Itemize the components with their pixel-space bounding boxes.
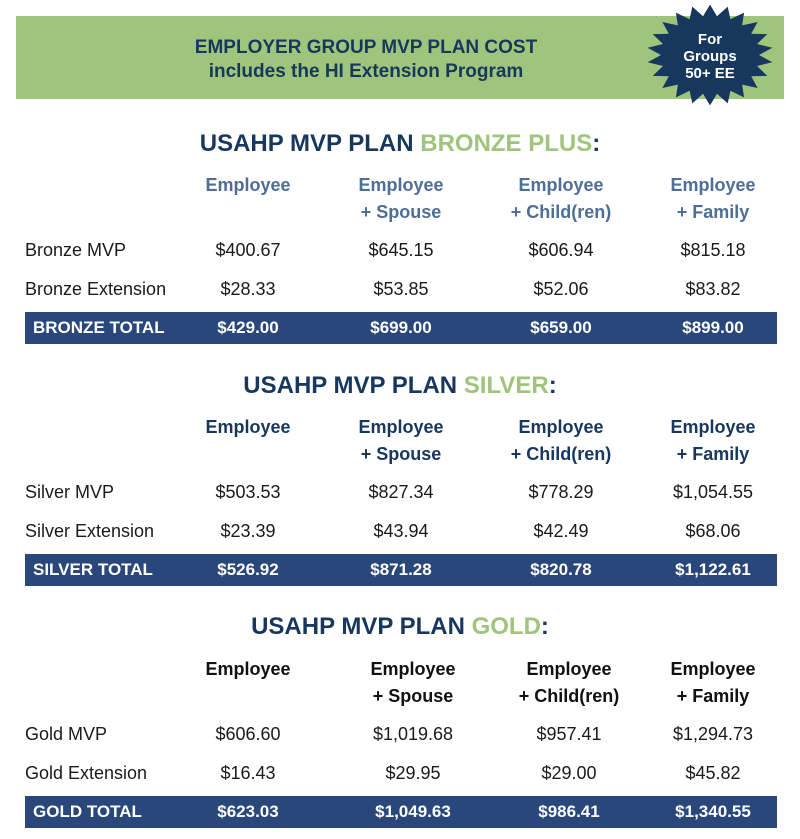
row-label: Gold MVP	[25, 724, 108, 744]
plan-title-suffix: :	[540, 613, 549, 640]
col-head-employee-family	[633, 656, 793, 710]
col-head-line: Employee	[670, 175, 756, 195]
total-row-silver	[25, 554, 777, 586]
total-value: $526.92	[217, 560, 279, 579]
cell-value: $68.06	[685, 521, 741, 541]
plan-title-prefix: USAHP MVP PLAN	[251, 613, 472, 640]
cell-value: $815.18	[680, 240, 746, 260]
total-value: $1,340.55	[675, 802, 751, 821]
col-head-line: + Child(ren)	[518, 686, 620, 706]
table-row	[0, 720, 800, 750]
table-row	[0, 517, 800, 547]
cell-value: $1,294.73	[672, 724, 754, 744]
row-label: Bronze MVP	[25, 240, 127, 260]
plan-title-gold	[0, 613, 800, 641]
col-head-line: Employee	[358, 417, 444, 437]
col-head-employee-spouse	[333, 656, 493, 710]
total-value: $1,049.63	[375, 802, 451, 821]
col-head-employee-children	[481, 414, 641, 468]
total-value: $899.00	[682, 318, 744, 337]
row-label: Gold Extension	[25, 763, 148, 783]
col-head-employee-children	[489, 656, 649, 710]
cell-value: $400.67	[215, 240, 281, 260]
cell-value: $28.33	[220, 279, 276, 299]
badge-text	[645, 31, 775, 82]
table-row	[0, 759, 800, 789]
cell-value: $606.60	[215, 724, 281, 744]
col-head-employee-family	[633, 172, 793, 226]
total-label: SILVER TOTAL	[33, 560, 153, 579]
plan-tier-name: SILVER	[463, 372, 549, 399]
cell-value: $83.82	[685, 279, 741, 299]
col-head-line: + Family	[676, 444, 750, 464]
col-head-line: Employee	[370, 659, 456, 679]
plan-title-silver	[0, 372, 800, 400]
plan-title-suffix: :	[592, 130, 601, 157]
cell-value: $23.39	[220, 521, 276, 541]
cell-value: $29.95	[385, 763, 441, 783]
banner-title-line2: includes the HI Extension Program	[208, 61, 524, 82]
plan-title-bronze	[0, 130, 800, 158]
total-label: BRONZE TOTAL	[33, 318, 165, 337]
col-head-line: Employee	[526, 659, 612, 679]
cell-value: $42.49	[533, 521, 589, 541]
total-value: $871.28	[370, 560, 432, 579]
plan-title-suffix: :	[548, 372, 557, 399]
col-head-employee	[168, 414, 328, 441]
cell-value: $53.85	[373, 279, 429, 299]
col-head-line: Employee	[670, 417, 756, 437]
total-value: $1,122.61	[675, 560, 751, 579]
total-value: $659.00	[530, 318, 592, 337]
total-value: $820.78	[530, 560, 592, 579]
cell-value: $29.00	[541, 763, 597, 783]
total-row-bronze	[25, 312, 777, 344]
badge-line2: Groups	[683, 48, 737, 65]
col-head-line: + Spouse	[360, 202, 442, 222]
col-head-line: Employee	[205, 175, 291, 195]
col-head-line: Employee	[670, 659, 756, 679]
col-head-line: + Child(ren)	[510, 444, 612, 464]
col-head-line: Employee	[518, 417, 604, 437]
cell-value: $503.53	[215, 482, 281, 502]
badge-line1: For	[697, 31, 723, 48]
table-row	[0, 478, 800, 508]
col-head-line: Employee	[518, 175, 604, 195]
col-head-line: + Spouse	[360, 444, 442, 464]
row-label: Bronze Extension	[25, 279, 167, 299]
groups-badge	[645, 5, 775, 105]
table-row	[0, 236, 800, 266]
cell-value: $16.43	[220, 763, 276, 783]
total-value: $623.03	[217, 802, 279, 821]
banner-title	[16, 36, 716, 84]
row-label: Silver Extension	[25, 521, 155, 541]
col-head-employee-spouse	[321, 172, 481, 226]
col-head-employee	[168, 656, 328, 683]
cell-value: $827.34	[368, 482, 434, 502]
col-head-line: Employee	[205, 417, 291, 437]
plan-tier-name: GOLD	[471, 613, 541, 640]
total-label: GOLD TOTAL	[33, 802, 142, 821]
cell-value: $957.41	[536, 724, 602, 744]
col-head-line: + Spouse	[372, 686, 454, 706]
cell-value: $606.94	[528, 240, 594, 260]
col-head-line: Employee	[205, 659, 291, 679]
col-head-employee	[168, 172, 328, 199]
col-head-employee-family	[633, 414, 793, 468]
badge-line3: 50+ EE	[685, 65, 735, 82]
plan-tier-name: BRONZE PLUS	[420, 130, 593, 157]
col-head-line: + Child(ren)	[510, 202, 612, 222]
total-value: $699.00	[370, 318, 432, 337]
banner-title-line1: EMPLOYER GROUP MVP PLAN COST	[194, 37, 538, 58]
plan-title-prefix: USAHP MVP PLAN	[243, 372, 464, 399]
total-value: $986.41	[538, 802, 600, 821]
total-value: $429.00	[217, 318, 279, 337]
cell-value: $43.94	[373, 521, 429, 541]
col-head-employee-spouse	[321, 414, 481, 468]
cell-value: $45.82	[685, 763, 741, 783]
cell-value: $1,019.68	[372, 724, 454, 744]
col-head-line: Employee	[358, 175, 444, 195]
col-head-line: + Family	[676, 686, 750, 706]
plan-title-prefix: USAHP MVP PLAN	[199, 130, 421, 157]
cell-value: $1,054.55	[672, 482, 754, 502]
col-head-employee-children	[481, 172, 641, 226]
row-label: Silver MVP	[25, 482, 115, 502]
total-row-gold	[25, 796, 777, 828]
table-row	[0, 275, 800, 305]
cell-value: $645.15	[368, 240, 434, 260]
col-head-line: + Family	[676, 202, 750, 222]
cell-value: $778.29	[528, 482, 594, 502]
cell-value: $52.06	[533, 279, 589, 299]
